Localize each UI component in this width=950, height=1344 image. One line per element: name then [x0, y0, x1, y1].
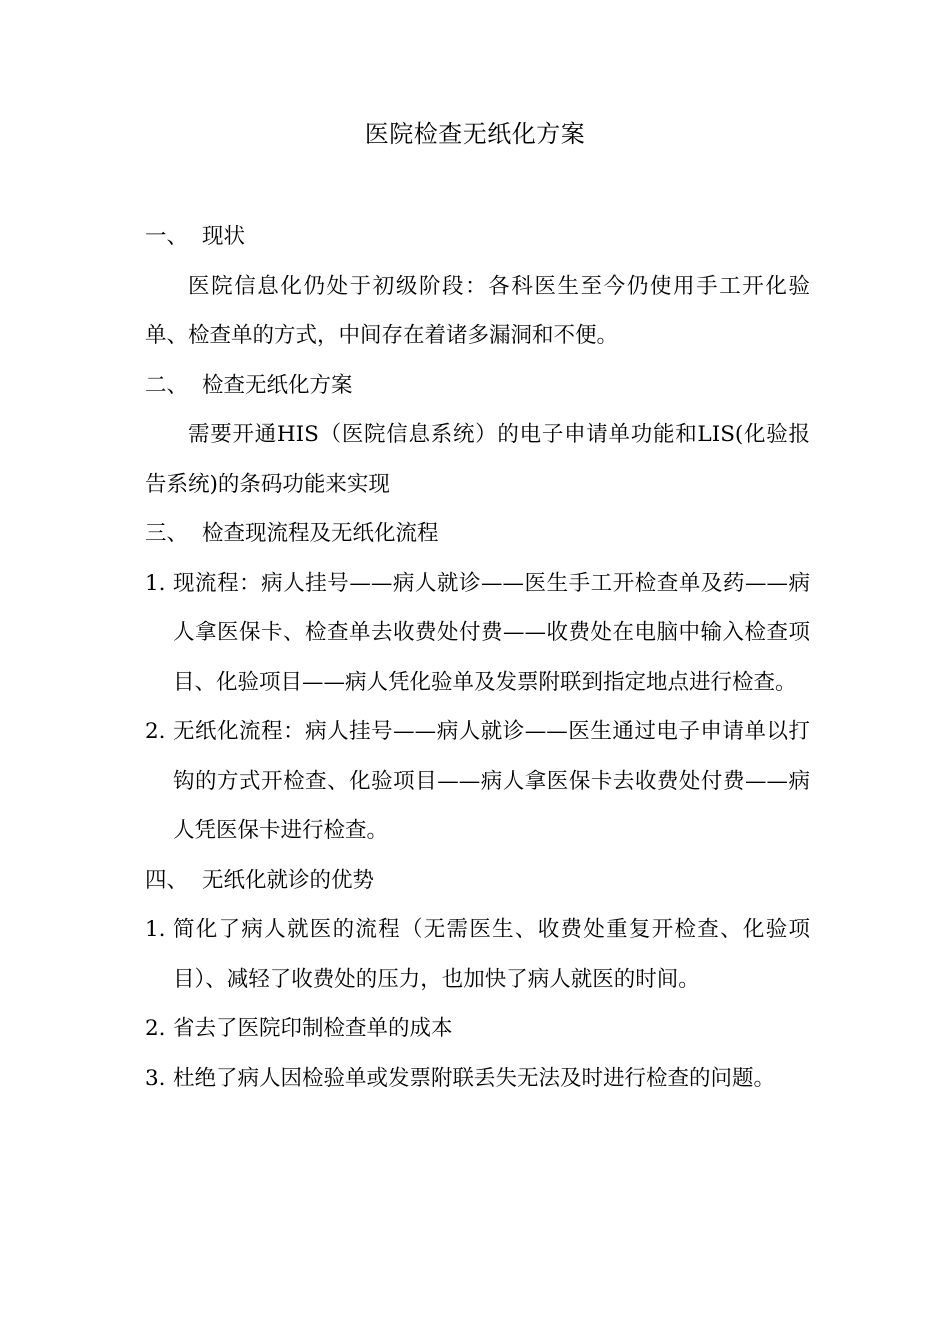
list-item-text: 简化了病人就医的流程（无需医生、收费处重复开检查、化验项目）、减轻了收费处的压力，也加快了病人就医的时间。 — [173, 917, 810, 992]
list-item-number: 2. — [145, 1016, 166, 1041]
section-heading-2 — [145, 361, 810, 411]
list-item-number: 3. — [145, 1065, 166, 1091]
section-title: 检查无纸化方案 — [202, 372, 353, 398]
section-number: 一、 — [145, 224, 189, 249]
section-paragraph-1: 医院信息化仍处于初级阶段：各科医生至今仍使用手工开化验单、检查单的方式，中间存在着诸多漏洞和不便。 — [145, 273, 810, 348]
section-paragraph-2: 需要开通HIS（医院信息系统）的电子申请单功能和LIS(化验报告系统)的条码功能来实现 — [145, 422, 810, 497]
section-title: 检查现流程及无纸化流程 — [202, 521, 439, 546]
list-item-text: 杜绝了病人因检验单或发票附联丢失无法及时进行检查的问题。 — [173, 1065, 776, 1091]
section-number: 二、 — [145, 372, 189, 398]
section-heading-1 — [145, 212, 810, 262]
section-heading-3 — [145, 509, 810, 559]
document-body — [145, 212, 810, 1103]
list-item — [145, 1004, 810, 1054]
section-number: 三、 — [145, 521, 189, 546]
section-heading-4 — [145, 856, 810, 906]
section-number: 四、 — [145, 867, 189, 893]
list-item-text: 现流程：病人挂号——病人就诊——医生手工开检查单及药——病人拿医保卡、检查单去收费处付费——收费处在电脑中输入检查项目、化验项目——病人凭化验单及发票附联到指定地点进行检查。 — [173, 570, 810, 695]
list-item-number: 2. — [145, 719, 166, 744]
list-item — [145, 1054, 810, 1104]
list-item-number: 1. — [145, 570, 166, 596]
list-item — [145, 559, 810, 708]
list-item-text: 无纸化流程：病人挂号——病人就诊——医生通过电子申请单以打钩的方式开检查、化验项目——病人拿医保卡去收费处付费——病人凭医保卡进行检查。 — [173, 719, 810, 843]
document-title: 医院检查无纸化方案 — [364, 120, 586, 148]
list-item-number: 1. — [145, 917, 166, 942]
list-item — [145, 905, 810, 1004]
list-item-text: 省去了医院印制检查单的成本 — [173, 1016, 453, 1041]
section-title: 无纸化就诊的优势 — [202, 867, 375, 893]
section-title: 现状 — [202, 224, 246, 249]
list-item — [145, 707, 810, 856]
